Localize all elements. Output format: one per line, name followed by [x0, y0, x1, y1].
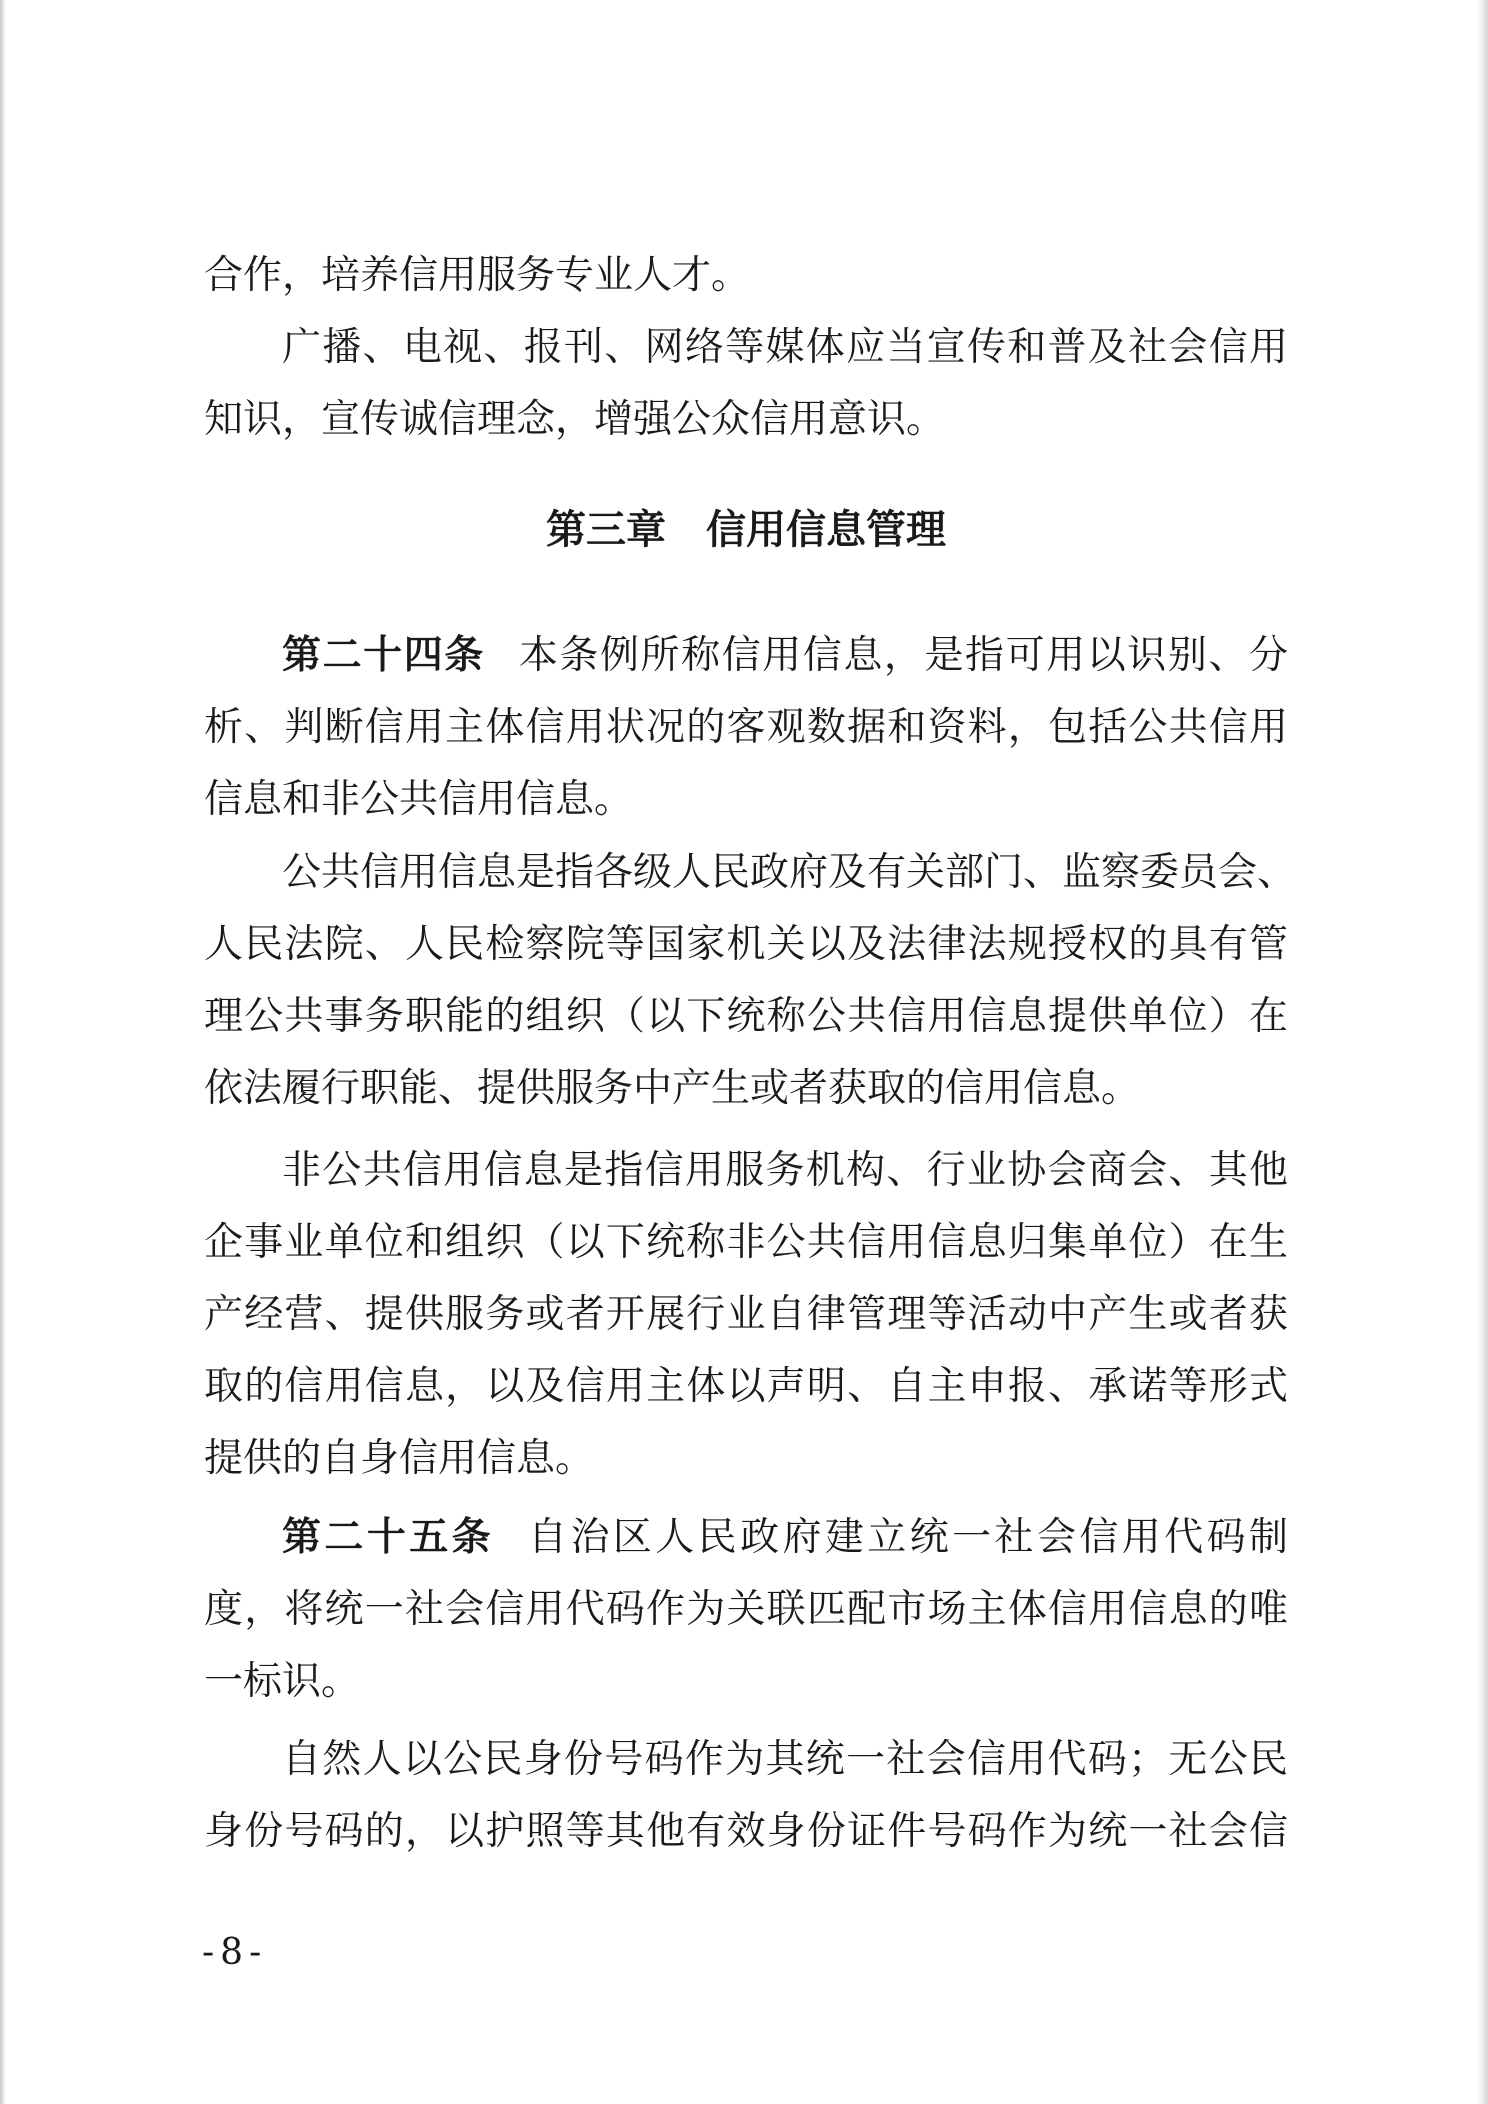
- scan-edge-right: [1476, 0, 1488, 2104]
- chapter-heading: 第三章 信用信息管理: [546, 507, 946, 553]
- text-line: 人民法院、人民检察院等国家机关以及法律法规授权的具有管: [204, 922, 1288, 967]
- text-line: 取的信用信息，以及信用主体以声明、自主申报、承诺等形式: [204, 1364, 1288, 1409]
- text-line: 提供的自身信用信息。: [204, 1436, 595, 1481]
- page-number: -8-: [202, 1932, 268, 1973]
- article-24-text: 本条例所称信用信息，是指可用以识别、分: [518, 633, 1288, 678]
- text-line: 自然人以公民身份号码作为其统一社会信用代码；无公民: [282, 1737, 1288, 1782]
- text-line: 企事业单位和组织（以下统称非公共信用信息归集单位）在生: [204, 1220, 1288, 1265]
- article-25-text: 自治区人民政府建立统一社会信用代码制: [528, 1515, 1288, 1560]
- text-line: 产经营、提供服务或者开展行业自律管理等活动中产生或者获: [204, 1292, 1288, 1337]
- text-line: 度，将统一社会信用代码作为关联匹配市场主体信用信息的唯: [204, 1587, 1288, 1632]
- text-line: 理公共事务职能的组织（以下统称公共信用信息提供单位）在: [204, 994, 1288, 1039]
- text-line: 一标识。: [204, 1659, 361, 1704]
- scan-edge-left: [0, 0, 6, 2104]
- text-line: 依法履行职能、提供服务中产生或者获取的信用信息。: [204, 1066, 1141, 1111]
- text-line: 析、判断信用主体信用状况的客观数据和资料，包括公共信用: [204, 705, 1288, 750]
- text-line: 信息和非公共信用信息。: [204, 777, 634, 822]
- text-line: 非公共信用信息是指信用服务机构、行业协会商会、其他: [282, 1148, 1288, 1193]
- text-line: 合作，培养信用服务专业人才。: [204, 253, 751, 298]
- article-25-line: [282, 1508, 1288, 1568]
- article-25-label: 第二十五条: [282, 1515, 495, 1560]
- text-line: 公共信用信息是指各级人民政府及有关部门、监察委员会、: [282, 850, 1297, 895]
- article-24-label: 第二十四条: [282, 633, 485, 678]
- text-line: 广播、电视、报刊、网络等媒体应当宣传和普及社会信用: [282, 325, 1288, 370]
- text-line: 知识，宣传诚信理念，增强公众信用意识。: [204, 397, 946, 442]
- article-24-line: [282, 626, 1288, 686]
- text-line: 身份号码的，以护照等其他有效身份证件号码作为统一社会信: [204, 1809, 1288, 1854]
